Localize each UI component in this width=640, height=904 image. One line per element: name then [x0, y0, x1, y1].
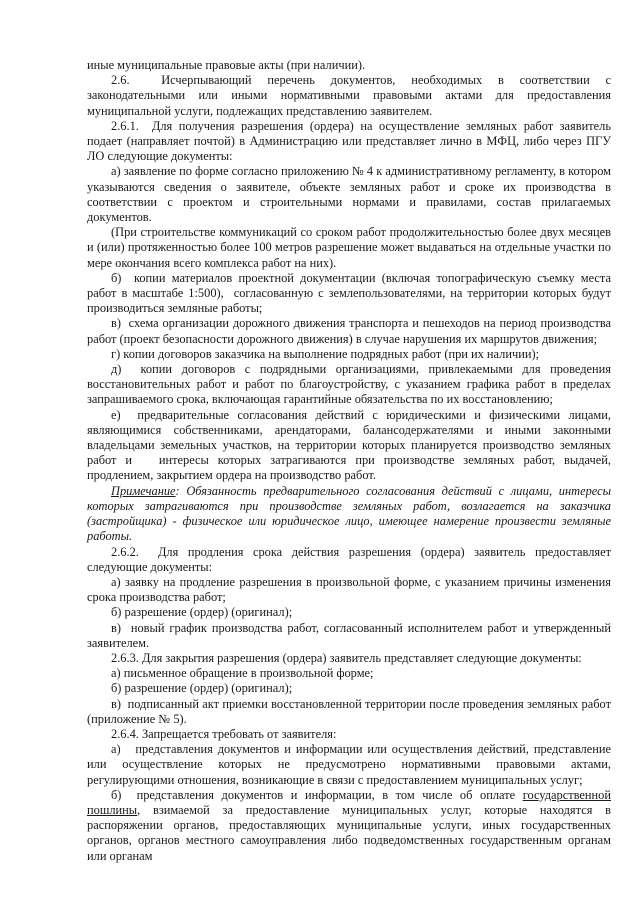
- paragraph-item-a: а) заявление по форме согласно приложению № 4 к административному регламенту, в котором указываются сведения о заявителе, объекте земляных работ и сроке их производства в соответствии с проектом и строительными нормами и правилами, состав прилагаемых документов.: [87, 164, 611, 225]
- note-label: Примечание: [111, 483, 176, 498]
- paragraph-2-6-2: 2.6.2. Для продления срока действия разрешения (ордера) заявитель предоставляет следующие документы:: [87, 544, 611, 574]
- paragraph-parenthetical: (При строительстве коммуникаций со сроком работ продолжительностью более двух месяцев и (или) протяженностью более 100 метров разрешение может выдаваться на отдельные участки по мере окончания всего комплекса работ на них).: [87, 225, 611, 270]
- paragraph-note: [87, 484, 611, 545]
- paragraph-item-g: г) копии договоров заказчика на выполнение подрядных работ (при их наличии);: [111, 346, 540, 361]
- paragraph-2-6-1: 2.6.1. Для получения разрешения (ордера) на осуществление земляных работ заявитель подает (направляет почтой) в Администрацию или представляет лично в МФЦ, либо через ПГУ ЛО следующие документы:: [87, 118, 611, 164]
- underlined-phrase: государственной пошлины: [87, 787, 611, 817]
- paragraph-item-d: д) копии договоров с подрядными организациями, привлекаемыми для проведения восстановительных работ и работ по благоустройству, с указанием графика работ в пределах запрашиваемого срока, включающая гарантийные обязательства по их восстановлению;: [87, 362, 611, 407]
- document-page: [87, 58, 611, 864]
- paragraph-2-6-2-a: а) заявку на продление разрешения в произвольной форме, с указанием причины изменения срока производства работ;: [87, 574, 611, 605]
- paragraph-2-6-3: 2.6.3. Для закрытия разрешения (ордера) заявитель представляет следующие документы:: [111, 650, 582, 665]
- paragraph-2-6-2-b: б) разрешение (ордер) (оригинал);: [111, 605, 293, 620]
- paragraph-item-b: б) копии материалов проектной документации (включая топографическую съемку места работ в масштабе 1:500), согласованную с землепользователями, на территории которых будут производиться земляные работы;: [87, 270, 611, 316]
- paragraph-2-6-3-b: б) разрешение (ордер) (оригинал);: [111, 681, 293, 696]
- paragraph-continuation: иные муниципальные правовые акты (при наличии).: [87, 58, 366, 72]
- note-text: : Обязанность предварительного согласования действий с лицами, интересы которых затрагиваются при производстве земляных работ, возлагается на заказчика (застройщика) - физическое или юридическое лицо, имеющее намерение произвести земляные работы.: [87, 483, 611, 544]
- paragraph-2-6: 2.6. Исчерпывающий перечень документов, необходимых в соответствии с законодательными или иными нормативными правовыми актами для предоставления муниципальной услуги, подлежащих представлению заявителем.: [87, 73, 611, 118]
- paragraph-2-6-4: 2.6.4. Запрещается требовать от заявителя:: [111, 726, 337, 741]
- paragraph-2-6-2-v: в) новый график производства работ, согласованный исполнителем работ и утвержденный заявителем.: [87, 620, 611, 650]
- paragraph-item-v: в) схема организации дорожного движения транспорта и пешеходов на период производства работ (проект безопасности дорожного движения) в случае нарушения их маршрутов движения;: [87, 316, 611, 346]
- text-before: б) представления документов и информации, в том числе об оплате: [111, 787, 523, 802]
- paragraph-2-6-3-v: в) подписанный акт приемки восстановленной территории после проведения земляных работ (приложение № 5).: [87, 696, 611, 726]
- paragraph-2-6-4-b: [87, 788, 611, 864]
- paragraph-2-6-3-a: а) письменное обращение в произвольной форме;: [111, 666, 374, 681]
- text-after: , взимаемой за предоставление муниципальных услуг, которые находятся в распоряжении органов, предоставляющих муниципальные услуги, иных государственных органов, органов местного самоуправления либо подведомственных государственным органам или органам: [87, 802, 611, 863]
- paragraph-2-6-4-a: а) представления документов и информации или осуществления действий, представление или осуществление которых не предусмотрено нормативными правовыми актами, регулирующими отношения, возникающие в связи с предоставлением муниципальных услуг;: [87, 742, 611, 787]
- paragraph-item-e: е) предварительные согласования действий с юридическими и физическими лицами, являющимися собственниками, арендаторами, балансодержателями и иными законными владельцами земельных участков, на территории которых планируется производство земляных работ и интересы которых затрагиваются при производстве земляных работ, выдачей, продлением, закрытием ордера на производство работ.: [87, 407, 611, 483]
